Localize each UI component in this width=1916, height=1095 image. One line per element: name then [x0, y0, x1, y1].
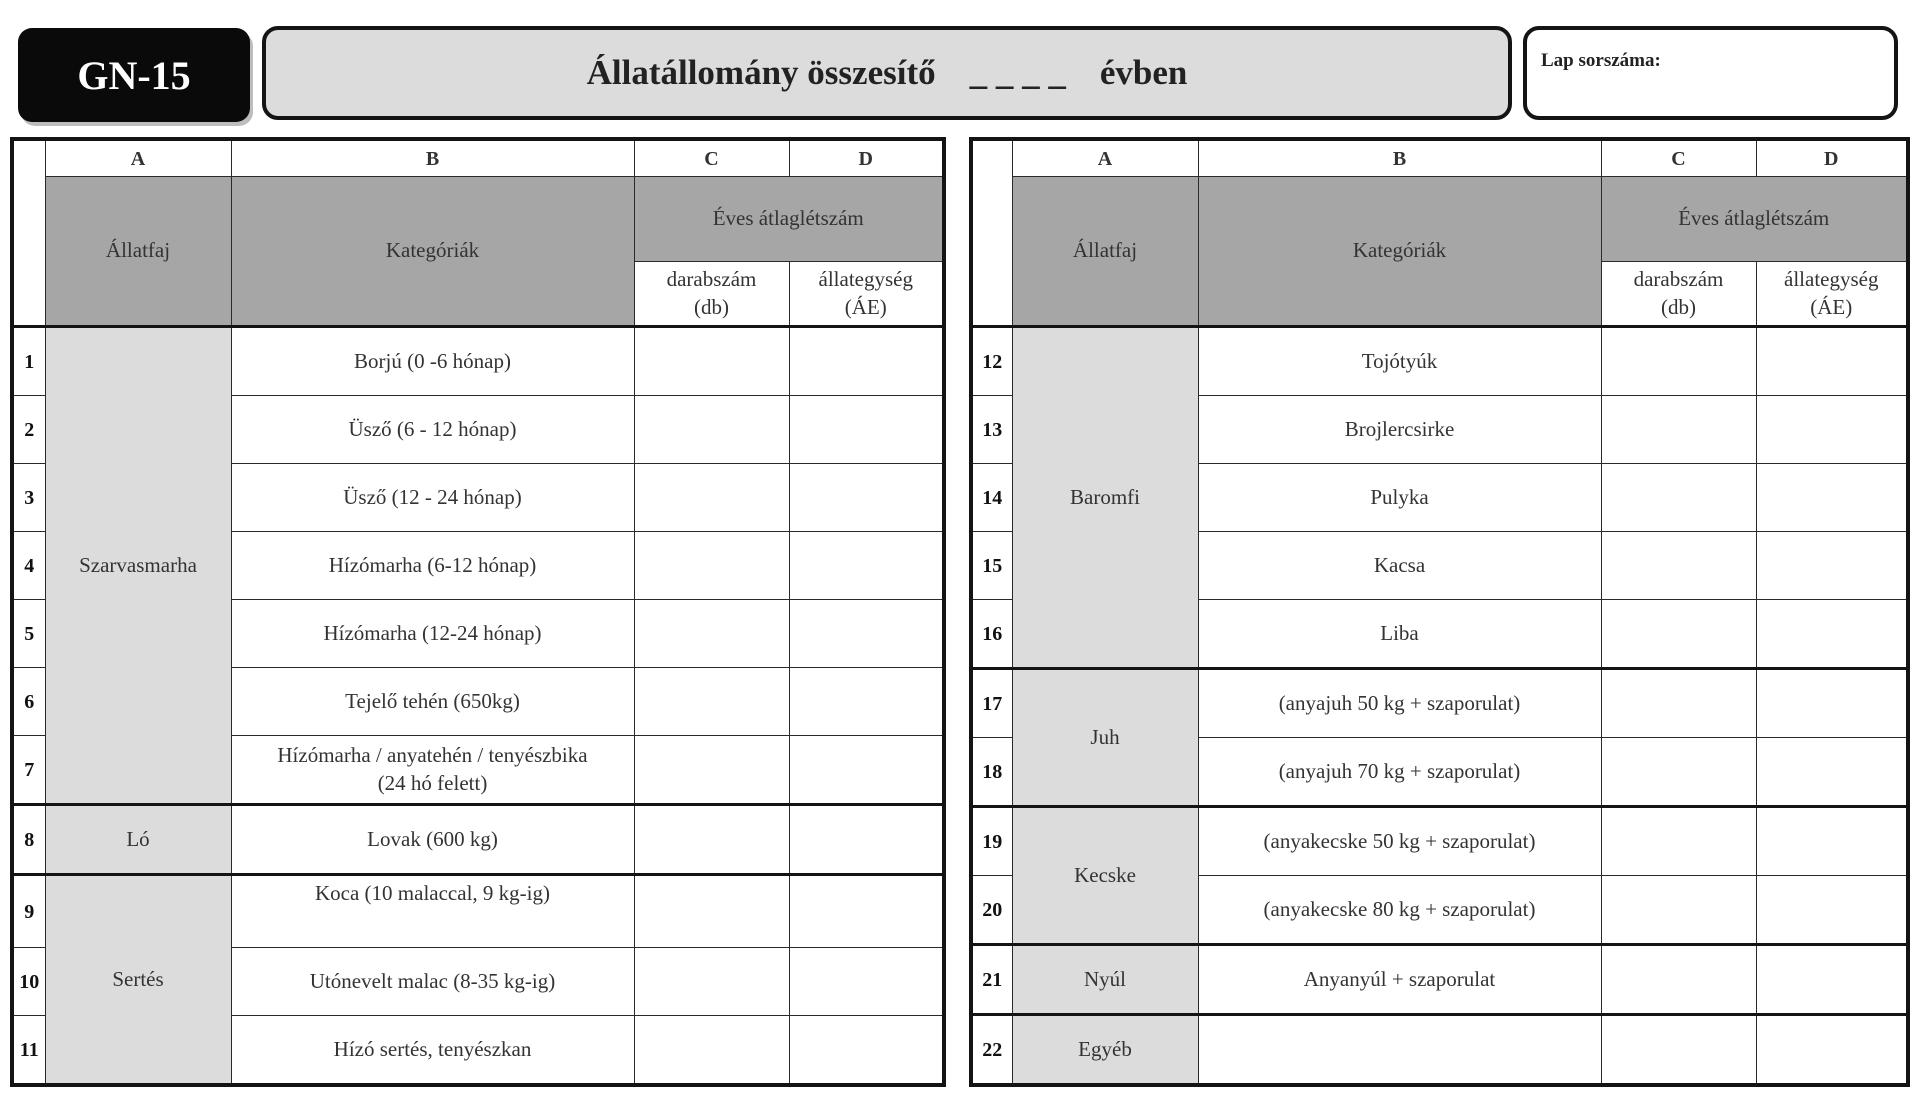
header-row [12, 177, 944, 262]
category-cell [1198, 738, 1601, 807]
corner-cell [12, 177, 45, 327]
livestock-unit-input-cell[interactable] [789, 948, 944, 1016]
table-row [12, 327, 944, 396]
annual-average-header: Éves átlaglétszám [634, 177, 944, 262]
row-number: 20 [971, 876, 1012, 945]
category-cell [231, 327, 634, 396]
corner-cell [12, 139, 45, 177]
category-label: Hízómarha (12-24 hónap) [323, 620, 542, 645]
annual-average-header: Éves átlaglétszám [1601, 177, 1908, 262]
livestock-unit-input-cell[interactable] [789, 736, 944, 805]
count-input-cell[interactable] [1601, 945, 1756, 1015]
form-code-badge [18, 28, 250, 122]
category-label: Utónevelt malac (8-35 kg-ig) [309, 968, 556, 993]
category-label: (anyakecske 80 kg + szaporulat) [1263, 896, 1536, 921]
count-input-cell[interactable] [1601, 396, 1756, 464]
category-label-line2: (24 hó felett) [377, 770, 488, 795]
table-row [12, 805, 944, 875]
column-letter-c: C [634, 139, 789, 177]
category-cell [1198, 669, 1601, 738]
row-number: 10 [12, 948, 45, 1016]
sheet-number-box[interactable] [1523, 26, 1898, 120]
livestock-unit-input-cell[interactable] [1756, 600, 1908, 669]
right-livestock-table [969, 137, 1910, 1087]
column-letter-b: B [1198, 139, 1601, 177]
category-label: (anyajuh 50 kg + szaporulat) [1278, 690, 1521, 715]
category-label: Tejelő tehén (650kg) [345, 688, 520, 713]
category-cell [231, 948, 634, 1016]
category-label: Hízómarha (6-12 hónap) [328, 552, 537, 577]
livestock-unit-input-cell[interactable] [1756, 532, 1908, 600]
animal-column-header: Állatfaj [1012, 177, 1198, 327]
category-cell [1198, 1015, 1601, 1086]
category-label: Borjú (0 -6 hónap) [354, 348, 511, 373]
row-number: 15 [971, 532, 1012, 600]
category-cell [1198, 807, 1601, 876]
category-cell [1198, 876, 1601, 945]
row-number: 1 [12, 327, 45, 396]
category-cell [1198, 945, 1601, 1015]
livestock-unit-input-cell[interactable] [789, 875, 944, 948]
column-letter-a: A [1012, 139, 1198, 177]
year-blank[interactable]: _ _ _ _ [969, 53, 1066, 92]
category-label: Hízómarha / anyatehén / tenyészbika [277, 743, 588, 768]
category-cell [1198, 532, 1601, 600]
count-unit: (db) [1661, 294, 1696, 319]
livestock-unit-input-cell[interactable] [789, 805, 944, 875]
category-label: Lovak (600 kg) [367, 826, 498, 851]
row-number: 22 [971, 1015, 1012, 1086]
category-label: Brojlercsirke [1344, 416, 1455, 441]
count-unit: (db) [694, 294, 729, 319]
row-number: 19 [971, 807, 1012, 876]
livestock-unit-header [789, 262, 944, 327]
category-label: (anyajuh 70 kg + szaporulat) [1278, 758, 1521, 783]
left-livestock-table [10, 137, 946, 1087]
count-input-cell[interactable] [634, 805, 789, 875]
category-cell [231, 805, 634, 875]
count-input-cell[interactable] [634, 600, 789, 668]
livestock-unit-input-cell[interactable] [1756, 669, 1908, 738]
category-label: Tojótyúk [1361, 348, 1438, 373]
title-banner [262, 26, 1512, 120]
livestock-unit-unit: (ÁE) [844, 294, 887, 319]
row-number: 3 [12, 464, 45, 532]
livestock-unit-unit: (ÁE) [1810, 294, 1853, 319]
category-cell [231, 532, 634, 600]
category-cell [231, 1016, 634, 1086]
category-label: Liba [1380, 620, 1419, 645]
count-input-cell[interactable] [634, 875, 789, 948]
livestock-unit-input-cell[interactable] [1756, 738, 1908, 807]
category-label: Üsző (12 - 24 hónap) [343, 484, 522, 509]
sheet-number-label: Lap sorszáma: [1541, 50, 1661, 71]
category-cell [1198, 464, 1601, 532]
livestock-unit-input-cell[interactable] [789, 327, 944, 396]
count-input-cell[interactable] [634, 327, 789, 396]
category-label: Üsző (6 - 12 hónap) [348, 416, 517, 441]
count-input-cell[interactable] [634, 736, 789, 805]
column-letter-d: D [789, 139, 944, 177]
livestock-unit-label: állategység [818, 267, 913, 292]
column-letter-row [971, 139, 1908, 177]
column-letter-a: A [45, 139, 231, 177]
count-input-cell[interactable] [1601, 738, 1756, 807]
livestock-unit-input-cell[interactable] [1756, 464, 1908, 532]
animal-species-cell: Sertés [45, 875, 231, 1086]
livestock-unit-input-cell[interactable] [1756, 1015, 1908, 1086]
row-number: 4 [12, 532, 45, 600]
count-input-cell[interactable] [634, 396, 789, 464]
row-number: 17 [971, 669, 1012, 738]
count-input-cell[interactable] [634, 532, 789, 600]
category-cell [231, 396, 634, 464]
row-number: 12 [971, 327, 1012, 396]
category-label: Koca (10 malaccal, 9 kg-ig) [315, 881, 550, 905]
form-code: GN-15 [77, 52, 191, 98]
title-suffix: évben [1099, 53, 1188, 92]
column-letter-c: C [1601, 139, 1756, 177]
table-row [971, 807, 1908, 876]
row-number: 16 [971, 600, 1012, 669]
row-number: 14 [971, 464, 1012, 532]
page-title: Állatállomány összesítő [586, 53, 936, 92]
livestock-unit-input-cell[interactable] [1756, 327, 1908, 396]
row-number: 2 [12, 396, 45, 464]
animal-species-cell: Kecske [1012, 807, 1198, 945]
table-row [971, 945, 1908, 1015]
count-input-cell[interactable] [634, 948, 789, 1016]
category-label: Kacsa [1373, 552, 1426, 577]
animal-column-header: Állatfaj [45, 177, 231, 327]
row-number: 8 [12, 805, 45, 875]
livestock-unit-input-cell[interactable] [789, 396, 944, 464]
category-cell [231, 736, 634, 805]
animal-species-cell: Baromfi [1012, 327, 1198, 669]
count-header [1601, 262, 1756, 327]
count-input-cell[interactable] [1601, 807, 1756, 876]
livestock-unit-input-cell[interactable] [789, 464, 944, 532]
count-input-cell[interactable] [1601, 464, 1756, 532]
livestock-unit-input-cell[interactable] [1756, 396, 1908, 464]
category-column-header: Kategóriák [1198, 177, 1601, 327]
category-label: Anyanyúl + szaporulat [1303, 966, 1496, 991]
livestock-unit-input-cell[interactable] [789, 600, 944, 668]
livestock-unit-input-cell[interactable] [789, 1016, 944, 1086]
count-label: darabszám [1633, 267, 1724, 292]
column-letter-row [12, 139, 944, 177]
header-row [971, 177, 1908, 262]
category-cell [231, 464, 634, 532]
table-row [971, 327, 1908, 396]
animal-species-cell: Nyúl [1012, 945, 1198, 1015]
livestock-unit-header [1756, 262, 1908, 327]
count-input-cell[interactable] [634, 668, 789, 736]
livestock-unit-label: állategység [1784, 267, 1879, 292]
row-number: 6 [12, 668, 45, 736]
livestock-unit-input-cell[interactable] [789, 668, 944, 736]
corner-cell [971, 177, 1012, 327]
count-input-cell[interactable] [1601, 1015, 1756, 1086]
count-header [634, 262, 789, 327]
count-input-cell[interactable] [1601, 876, 1756, 945]
table-row [971, 1015, 1908, 1086]
row-number: 18 [971, 738, 1012, 807]
row-number: 21 [971, 945, 1012, 1015]
livestock-unit-input-cell[interactable] [1756, 876, 1908, 945]
table-row [971, 669, 1908, 738]
livestock-unit-input-cell[interactable] [789, 532, 944, 600]
corner-cell [971, 139, 1012, 177]
animal-species-cell: Szarvasmarha [45, 327, 231, 805]
livestock-unit-input-cell[interactable] [1756, 945, 1908, 1015]
row-number: 9 [12, 875, 45, 948]
row-number: 7 [12, 736, 45, 805]
column-letter-d: D [1756, 139, 1908, 177]
count-input-cell[interactable] [1601, 327, 1756, 396]
table-row [12, 875, 944, 948]
count-input-cell[interactable] [1601, 600, 1756, 669]
category-column-header: Kategóriák [231, 177, 634, 327]
animal-species-cell: Juh [1012, 669, 1198, 807]
column-letter-b: B [231, 139, 634, 177]
row-number: 11 [12, 1016, 45, 1086]
category-cell [1198, 396, 1601, 464]
count-input-cell[interactable] [1601, 532, 1756, 600]
count-input-cell[interactable] [1601, 669, 1756, 738]
category-cell [231, 600, 634, 668]
row-number: 5 [12, 600, 45, 668]
category-label: Pulyka [1370, 484, 1429, 509]
count-input-cell[interactable] [634, 1016, 789, 1086]
livestock-unit-input-cell[interactable] [1756, 807, 1908, 876]
count-input-cell[interactable] [634, 464, 789, 532]
row-number: 13 [971, 396, 1012, 464]
category-cell [231, 668, 634, 736]
category-label: Hízó sertés, tenyészkan [333, 1036, 532, 1061]
category-label: (anyakecske 50 kg + szaporulat) [1263, 828, 1536, 853]
category-cell [1198, 600, 1601, 669]
category-cell [231, 875, 634, 948]
animal-species-cell: Ló [45, 805, 231, 875]
count-label: darabszám [666, 267, 757, 292]
category-cell [1198, 327, 1601, 396]
animal-species-cell: Egyéb [1012, 1015, 1198, 1086]
